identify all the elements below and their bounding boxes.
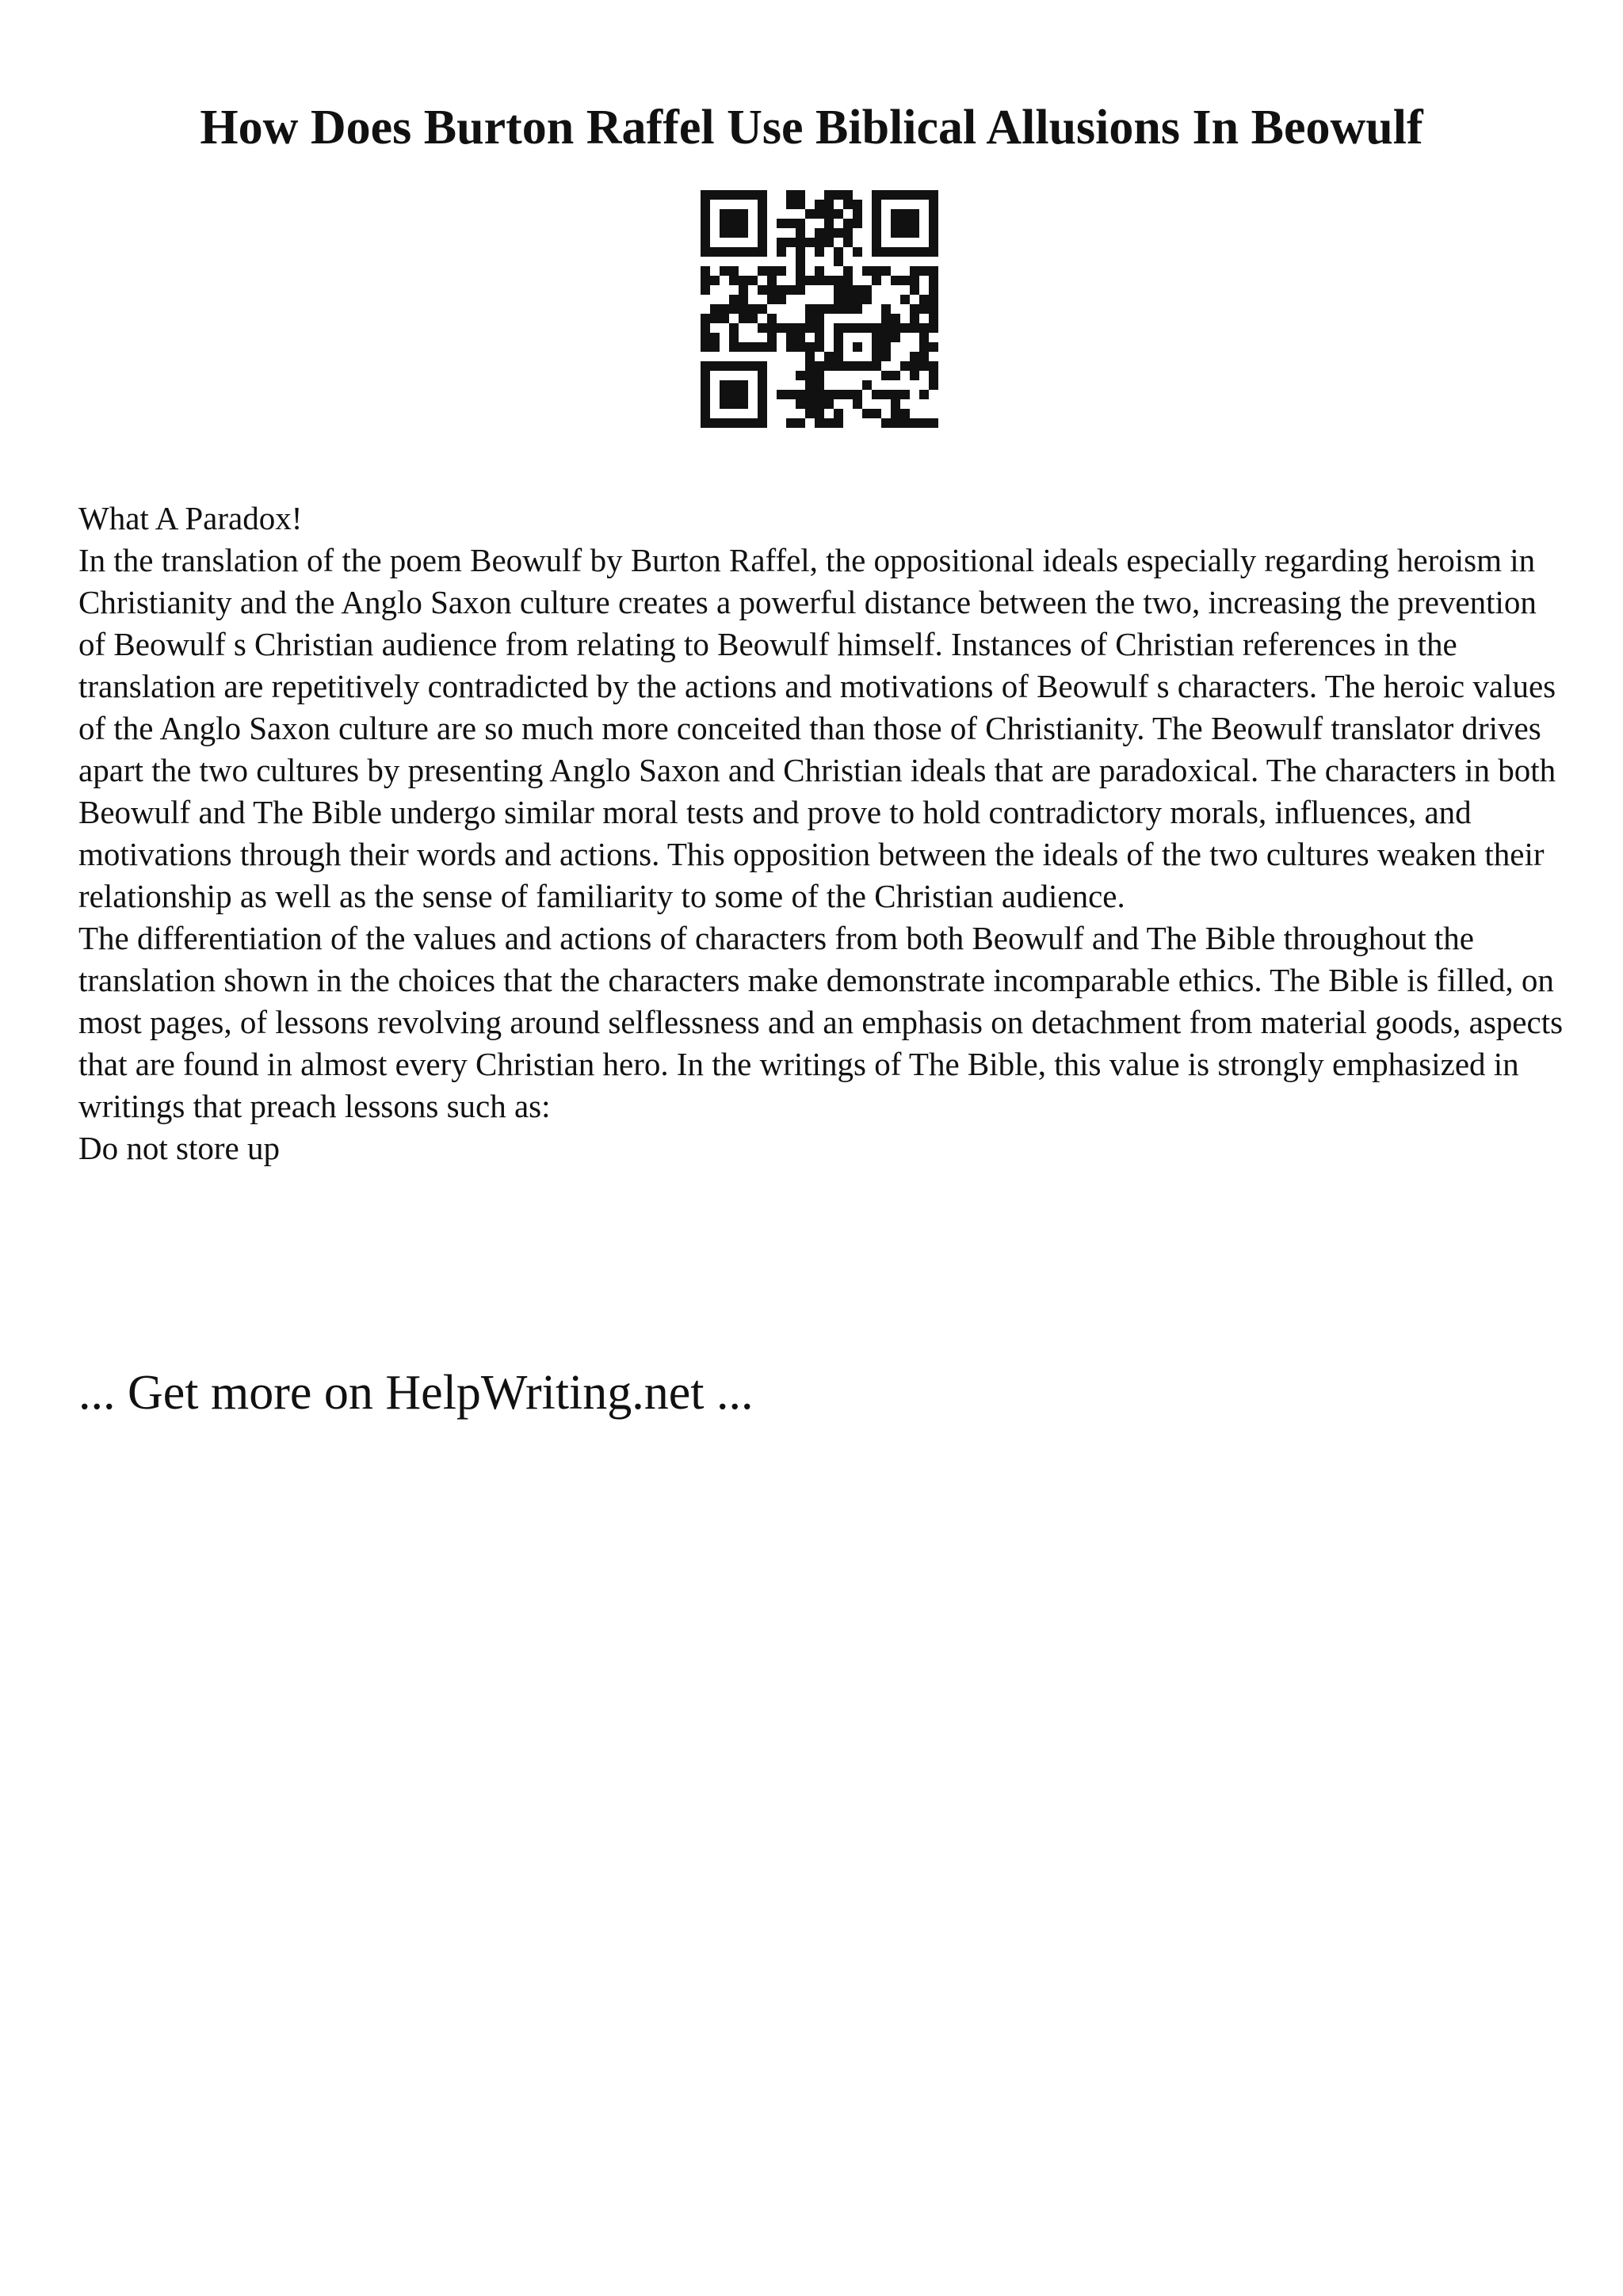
page-title: How Does Burton Raffel Use Biblical Allusions In Beowulf bbox=[200, 101, 1423, 154]
paragraph: Do not store up bbox=[78, 1130, 280, 1166]
paragraph: The differentiation of the values and actions of characters from both Beowulf and The Bible throughout the translation shown in the choices that the characters make demonstrate incomparable ethics. The Bible is filled, on most pages, of lessons revolving around selflessness and an emphasis on detachment from material goods, aspects that are found in almost every Christian hero. In the writings of The Bible, this value is strongly emphasized in writings that preach lessons such as: bbox=[78, 920, 1564, 1124]
qr-code-icon bbox=[701, 190, 938, 428]
paragraph: In the translation of the poem Beowulf by Burton Raffel, the oppositional ideals especially regarding heroism in Christianity and the Anglo Saxon culture creates a powerful distance between the two, increasing the prevention of Beowulf s Christian audience from relating to Beowulf himself. Instances of Christian references in the translation are repetitively contradicted by the actions and motivations of Beowulf s characters. The heroic values of the Anglo Saxon culture are so much more conceited than those of Christianity. The Beowulf translator drives apart the two cultures by presenting Anglo Saxon and Christian ideals that are paradoxical. The characters in both Beowulf and The Bible undergo similar moral tests and prove to hold contradictory morals, influences, and motivations through their words and actions. This opposition between the ideals of the two cultures weaken their relationship as well as the sense of familiarity to some of the Christian audience. bbox=[78, 542, 1556, 914]
paragraph: What A Paradox! bbox=[78, 500, 303, 536]
get-more-link[interactable]: ... Get more on HelpWriting.net ... bbox=[78, 1366, 754, 1420]
body-text bbox=[78, 498, 1568, 1169]
